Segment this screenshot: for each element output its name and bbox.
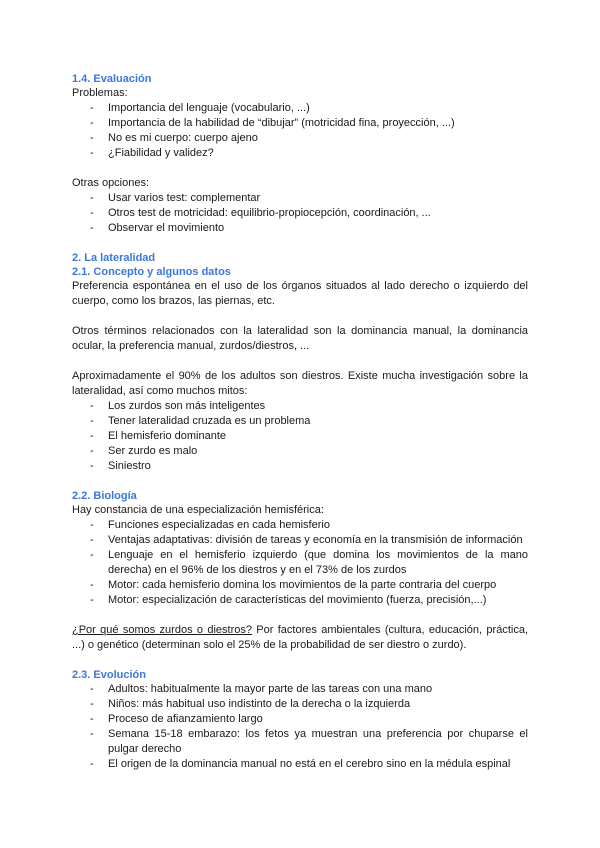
list-item: - Los zurdos son más inteligentes bbox=[90, 400, 266, 412]
myths-list bbox=[72, 399, 528, 474]
bullet-dash: - bbox=[90, 698, 94, 710]
bullet-dash: - bbox=[90, 758, 94, 770]
list-item: - El origen de la dominancia manual no está en el cerebro sino en la médula espinal bbox=[90, 758, 511, 770]
bullet-dash: - bbox=[90, 132, 94, 144]
paragraph-statistics: Aproximadamente el 90% de los adultos son diestros. Existe mucha investigación sobre la lateralidad, así como muchos mitos: bbox=[72, 370, 528, 397]
list-item: - Motor: especialización de características del movimiento (fuerza, precisión,...) bbox=[90, 594, 487, 606]
list-item: - Semana 15-18 embarazo: los fetos ya muestran una preferencia por chuparse el pulgar derecho bbox=[90, 728, 528, 755]
options-label: Otras opciones: bbox=[72, 177, 150, 189]
biology-list bbox=[72, 518, 528, 608]
bullet-dash: - bbox=[90, 713, 94, 725]
why-answer: Por factores ambientales (cultura, educación, práctica, ...) o genético (determinan solo el 25% de la probabilidad de ser diestro o zurdo). bbox=[72, 624, 528, 651]
bullet-dash: - bbox=[90, 222, 94, 234]
list-item: - Ser zurdo es malo bbox=[90, 445, 198, 457]
list-item: - Ventajas adaptativas: división de tareas y economía en la transmisión de información bbox=[90, 534, 523, 546]
bullet-dash: - bbox=[90, 207, 94, 219]
list-item: - Funciones especializadas en cada hemisferio bbox=[90, 519, 330, 531]
bullet-dash: - bbox=[90, 594, 94, 606]
list-item: - Proceso de afianzamiento largo bbox=[90, 713, 263, 725]
list-item: - Motor: cada hemisferio domina los movimientos de la parte contraria del cuerpo bbox=[90, 579, 497, 591]
list-item: - Importancia de la habilidad de “dibujar” (motricidad fina, proyección, ...) bbox=[90, 117, 455, 129]
bullet-dash: - bbox=[90, 415, 94, 427]
list-item: - Otros test de motricidad: equilibrio-propiocepción, coordinación, ... bbox=[90, 207, 431, 219]
problems-label: Problemas: bbox=[72, 87, 128, 99]
bullet-dash: - bbox=[90, 445, 94, 457]
bullet-dash: - bbox=[90, 147, 94, 159]
bullet-dash: - bbox=[90, 549, 94, 561]
evolution-list bbox=[72, 682, 528, 772]
paragraph-why bbox=[72, 623, 528, 653]
list-item: - Observar el movimiento bbox=[90, 222, 225, 234]
why-question: ¿Por qué somos zurdos o diestros? bbox=[72, 624, 252, 636]
list-item: - Tener lateralidad cruzada es un problema bbox=[90, 415, 311, 427]
paragraph-biology-intro: Hay constancia de una especialización hemisférica: bbox=[72, 504, 324, 516]
bullet-dash: - bbox=[90, 430, 94, 442]
document-content bbox=[72, 72, 528, 772]
list-item: - Importancia del lenguaje (vocabulario, ...) bbox=[90, 102, 310, 114]
heading-lateralidad: 2. La lateralidad bbox=[72, 252, 156, 264]
paragraph-definition: Preferencia espontánea en el uso de los órganos situados al lado derecho o izquierdo del cuerpo, como los brazos, las piernas, etc. bbox=[72, 280, 528, 307]
list-item: - No es mi cuerpo: cuerpo ajeno bbox=[90, 132, 258, 144]
heading-evolucion: 2.3. Evolución bbox=[72, 669, 146, 681]
heading-concepto: 2.1. Concepto y algunos datos bbox=[72, 266, 231, 278]
list-item: - Lenguaje en el hemisferio izquierdo (que domina los movimientos de la mano derecha) en el 96% de los diestros y en el 73% de los zurdos bbox=[90, 549, 528, 576]
paragraph-terms: Otros términos relacionados con la lateralidad son la dominancia manual, la dominancia ocular, la preferencia manual, zurdos/diestros, ... bbox=[72, 325, 528, 352]
bullet-dash: - bbox=[90, 579, 94, 591]
heading-biologia: 2.2. Biología bbox=[72, 490, 137, 502]
heading-evaluacion: 1.4. Evaluación bbox=[72, 73, 152, 85]
options-list bbox=[72, 191, 528, 236]
list-item: - Siniestro bbox=[90, 460, 151, 472]
problems-list bbox=[72, 101, 528, 161]
bullet-dash: - bbox=[90, 192, 94, 204]
bullet-dash: - bbox=[90, 117, 94, 129]
bullet-dash: - bbox=[90, 683, 94, 695]
bullet-dash: - bbox=[90, 102, 94, 114]
list-item: - Adultos: habitualmente la mayor parte de las tareas con una mano bbox=[90, 683, 433, 695]
list-item: - Niños: más habitual uso indistinto de la derecha o la izquierda bbox=[90, 698, 411, 710]
bullet-dash: - bbox=[90, 460, 94, 472]
list-item: - Usar varios test: complementar bbox=[90, 192, 261, 204]
list-item: - ¿Fiabilidad y validez? bbox=[90, 147, 214, 159]
bullet-dash: - bbox=[90, 519, 94, 531]
bullet-dash: - bbox=[90, 400, 94, 412]
list-item: - El hemisferio dominante bbox=[90, 430, 227, 442]
bullet-dash: - bbox=[90, 728, 94, 740]
bullet-dash: - bbox=[90, 534, 94, 546]
